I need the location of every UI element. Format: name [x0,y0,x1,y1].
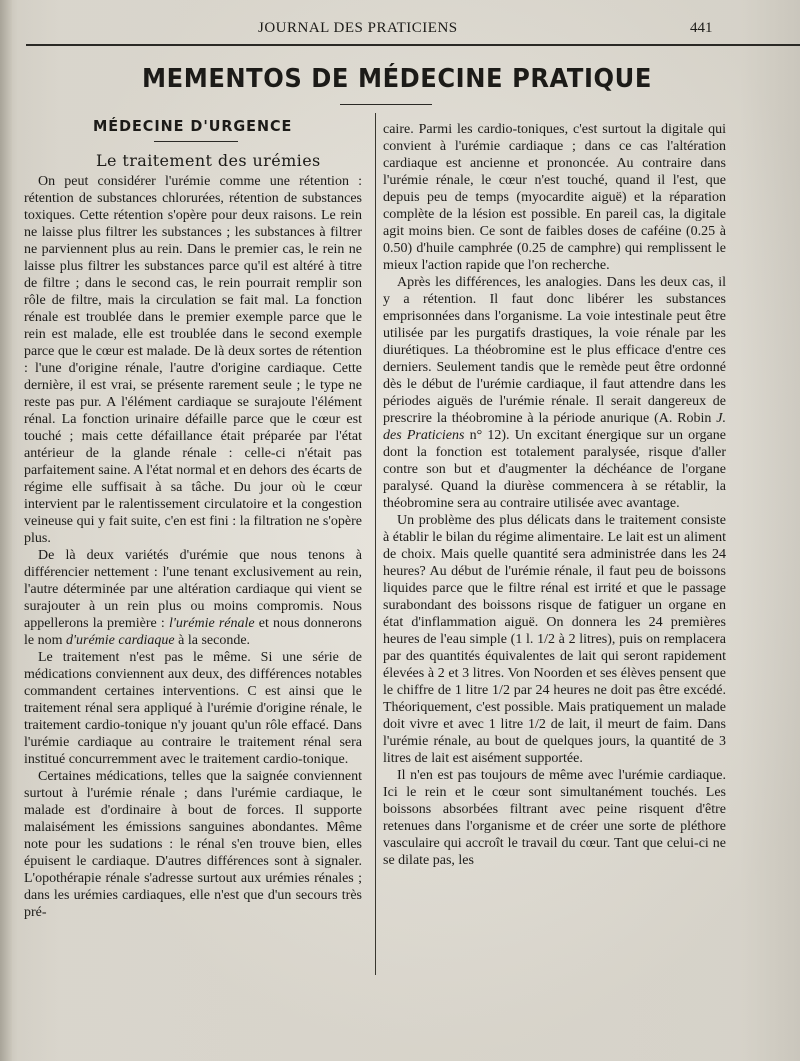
paragraph: On peut considérer l'urémie comme une rétention : rétention de substances chlorurées, rétention de substances toxiques. Cette rétention s'opère pour deux raisons. Le rein ne laisse plus filtrer les substances ; les substances à filtrer ne parviennent plus au rein. Dans le premier cas, le rein ne laisse plus filtrer les substances parce qu'il est altéré à titre de filtre ; dans le second cas, le rein pourrait remplir son rôle de filtre, mais la circulation se fait mal. La fonction rénale est troublée dans le premier exemple parce que le rein est malade, elle est troublée dans le second exemple parce que le cœur est malade. De là deux sortes de rétention : l'une d'origine rénale, l'autre d'origine cardiaque. Cette dernière, il est vrai, se présente rarement seule ; le type ne reste pas pur. A l'élément cardiaque se surajoute l'élément rénal. La fonction urinaire défaille parce que le cœur est touché ; mais cette défaillance était préparée par l'état antérieur de la glande rénale : celle-ci n'était pas parfaitement saine. A l'état normal et en dehors des écarts de régime elle suffisait à sa tâche. Du jour où le cœur intervient par le ralentissement circulatoire et la congestion veineuse qui y fait suite, c'en est fini : la filtration ne s'opère plus. [24,174,363,546]
left-column [24,173,362,921]
paragraph [24,547,362,649]
column-divider [375,113,376,975]
paragraph-text: Après les différences, les analogies. Dans les deux cas, il y a rétention. Il faut donc libérer les substances emprisonnées dans l'organisme. La voie intestinale peut être utilisée par les purgatifs drastiques, la voie rénale par les diurétiques. La théobromine est le plus efficace d'entre ces derniers. Seulement tandis que le remède peut être ordonné dès le début de l'urémie cardiaque, il faut attendre dans les périodes aiguës de l'urémie rénale. Il serait dangereux de prescrire la théobromine à la période anurique (A. Robin [383,275,726,426]
paragraph: Un problème des plus délicats dans le traitement consiste à établir le bilan du régime alimentaire. Le lait est un aliment de choix. Mais quelle quantité sera administrée dans les 24 heures? Au début de l'urémie rénale, il faut peu de boissons liquides parce que le filtre rénal est irrité et que le passage surabondant des boissons risque de fatiguer un organe en état d'inflammation aiguë. On donnera les 24 premières heures de l'eau simple (1 l. 1/2 à 2 litres), puis on remplacera par des quantités équivalentes de lait qui seront rapidement élevées à 2 et 3 litres. Von Noorden et ses élèves pensent que le chiffre de 1 litre 1/2 par 24 heures ne doit pas être excédé. Théoriquement, c'est possible. Mais pratiquement un malade doit vivre et avec 1 litre 1/2 de lait, il meurt de faim. Dans l'urémie rénale, au bout de quelques jours, la quantité de 3 litres de lait est aisément supportée. [383,513,726,766]
paragraph-text: De là deux variétés d'urémie que nous tenons à différencier nettement : l'une tenant exclusivement au rein, l'autre déterminée par une altération cardiaque qui vient se surajouter à un rein plus ou moins compromis. Nous appellerons la première : [24,548,362,631]
page-number: 441 [690,20,713,36]
main-title: MEMENTOS DE MÉDECINE PRATIQUE [142,64,652,94]
paragraph-text: et nous donnerons le nom [24,616,362,648]
journal-reference: J. des Praticiens [383,411,726,443]
article-title: Le traitement des urémies [96,151,321,170]
title-rule [340,104,432,105]
paragraph-text: à la seconde. [174,633,251,648]
paragraph: Le traitement n'est pas le même. Si une série de médications conviennent aux deux, des différences notables commandent certaines interventions. C est ainsi que le traitement rénal sera appliqué à l'urémie d'origine rénale, le traitement cardio-tonique n'y jouant qu'un rôle effacé. Dans l'urémie cardiaque au contraire le traitement rénal sera institué concurremment avec le traitement cardio-tonique. [24,650,362,767]
paragraph-text: n° 12). Un excitant énergique sur un organe dont la fonction est totalement paralysée, risque d'aller contre son but et d'augmenter la déchéance de l'organe paralysé. Quand la diurèse commencera à se rétablir, la théobromine sera au contraire utilisée avec avantage. [383,428,726,511]
right-column [383,121,726,869]
page-binding-shadow [0,0,12,1061]
paragraph [383,274,726,512]
term-uremie-cardiaque: d'urémie cardiaque [66,633,175,648]
section-title: MÉDECINE D'URGENCE [93,117,293,135]
paragraph: caire. Parmi les cardio-toniques, c'est surtout la digitale qui convient à l'urémie cardiaque ; dans ce cas l'altération cardiaque est ancienne et prononcée. Au contraire dans l'urémie rénale, le cœur n'est touché, quand il l'est, que depuis peu de temps (myocardite aiguë) et la réparation complète de la lésion est possible. En pareil cas, la digitale agit moins bien. Ce sont de faibles doses de caféine (0.25 à 0.50) d'huile camphrée (0.25 de camphre) qui remplissent le mieux l'action rapide que l'on recherche. [383,122,726,273]
paragraph: Certaines médications, telles que la saignée conviennent surtout à l'urémie rénale ; dans l'urémie cardiaque, le malade est d'ordinaire à bout de forces. Il supporte malaisément les émissions sanguines abondantes. Même note pour les sudations : le rénal s'en trouve bien, elles épuisent le cardiaque. D'autres différences sont à signaler. L'opothérapie rénale s'adresse surtout aux urémies rénales ; dans les urémies cardiaques, elle n'est que d'un secours très pré- [24,769,362,920]
term-uremie-renale: l'urémie rénale [168,616,255,631]
running-head-journal: JOURNAL DES PRATICIENS [258,20,458,36]
paragraph: Il n'en est pas toujours de même avec l'urémie cardiaque. Ici le rein et le cœur sont simultanément touchés. Les boissons absorbées filtrant avec peine risquent d'être retenues dans l'organisme et de créer une sorte de pléthore vasculaire qui accroît le travail du cœur. Tant que celui-ci ne se dilate pas, les [383,768,726,868]
section-rule [154,141,238,142]
header-rule [26,44,800,46]
